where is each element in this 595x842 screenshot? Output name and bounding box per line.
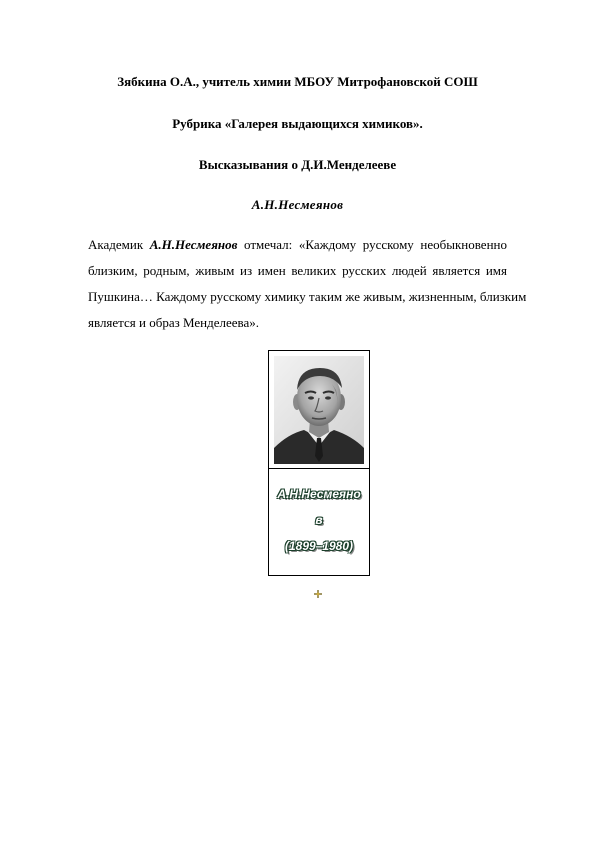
rubric-line: Рубрика «Галерея выдающихся химиков». [172, 116, 423, 131]
author-line: Зябкина О.А., учитель химии МБОУ Митрофановской СОШ [117, 74, 478, 89]
caption-divider [269, 468, 369, 469]
portrait-photo [274, 356, 364, 464]
caption-name-part1: А.Н.Несмеяно [277, 487, 361, 501]
topic-line: Высказывания о Д.И.Менделееве [198, 157, 397, 172]
portrait-card [268, 350, 370, 576]
quote-line-2: близким, родным, живым из имен великих русских людей является имя [88, 263, 507, 278]
quote-line-1 [88, 232, 507, 258]
quote-line-3: Пушкина… Каждому русскому химику таким же живым, жизненным, близким [88, 289, 527, 304]
portrait-caption [269, 481, 369, 559]
quote-name: А.Н.Несмеянов [149, 237, 238, 252]
anchor-icon[interactable] [313, 589, 323, 599]
quote-line-1-rest: отмечал: «Каждому русскому необыкновенно [237, 237, 507, 252]
caption-name-part2: в [315, 513, 323, 527]
quote-paragraph [88, 232, 527, 336]
anchor-icon-glyph [313, 589, 323, 599]
quote-line-4: является и образ Менделеева». [88, 315, 260, 330]
quote-prefix: Академик [88, 237, 150, 252]
person-heading: А.Н.Несмеянов [251, 197, 344, 212]
portrait-photo-image [274, 356, 364, 464]
caption-years: (1899–1980) [284, 539, 354, 553]
